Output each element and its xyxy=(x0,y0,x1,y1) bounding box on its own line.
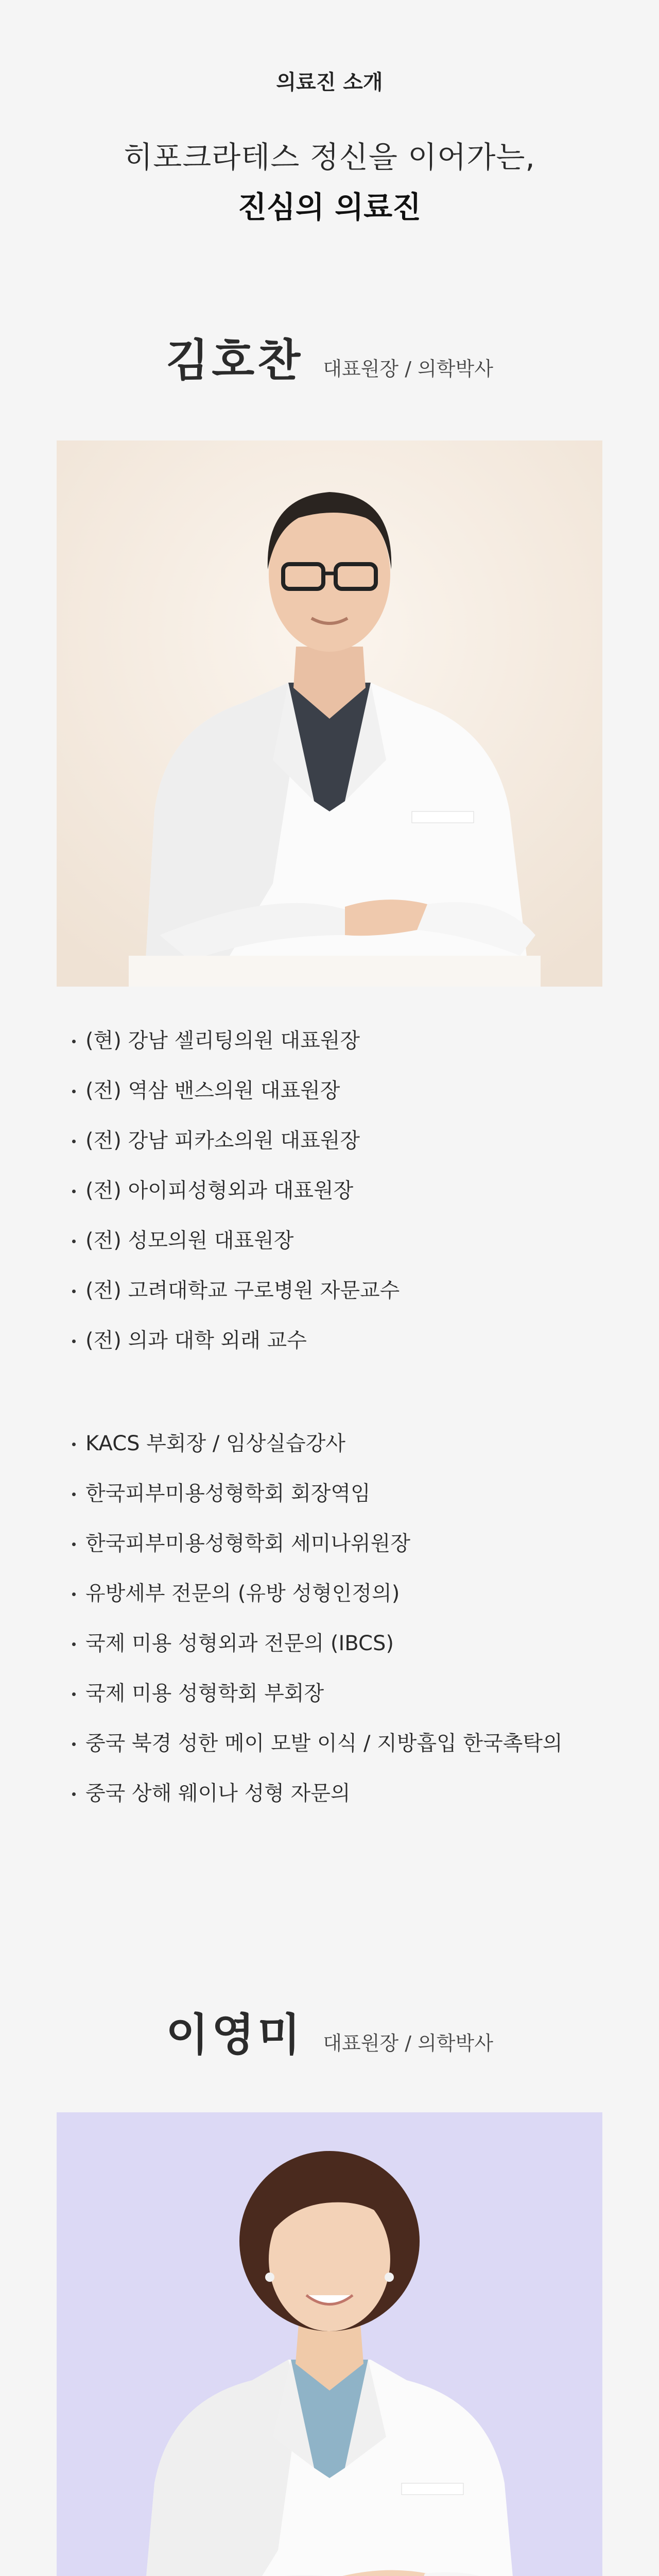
list-item: KACS 부회장 / 임상실습강사 xyxy=(72,1428,613,1478)
list-item: 국제 미용 성형외과 전문의 (IBCS) xyxy=(72,1628,613,1678)
doctor-1-name: 김호찬 xyxy=(166,335,304,386)
doctor-2-name: 이영미 xyxy=(166,2009,304,2061)
doctor-1-activity-list xyxy=(72,1428,613,1828)
doctor-2-photo xyxy=(57,2112,602,2576)
list-item: 국제 미용 성형학회 부회장 xyxy=(72,1678,613,1728)
doctor-1-history-list xyxy=(72,1025,613,1375)
list-item: (전) 아이피성형외과 대표원장 xyxy=(72,1175,613,1225)
list-item: 유방세부 전문의 (유방 성형인정의) xyxy=(72,1578,613,1628)
list-item: 중국 북경 성한 메이 모발 이식 / 지방흡입 한국촉탁의 xyxy=(72,1728,613,1778)
list-item: (전) 의과 대학 외래 교수 xyxy=(72,1325,613,1375)
section-label: 의료진 소개 xyxy=(276,71,383,94)
doctor-1-portrait xyxy=(57,440,602,987)
list-item: (전) 성모의원 대표원장 xyxy=(72,1225,613,1275)
list-item: (전) 역삼 밴스의원 대표원장 xyxy=(72,1075,613,1125)
doctor-2-header xyxy=(0,1999,659,2063)
list-item: 한국피부미용성형학회 회장역임 xyxy=(72,1478,613,1528)
doctor-1-title: 대표원장 / 의학박사 xyxy=(323,358,493,380)
list-item: (전) 고려대학교 구로병원 자문교수 xyxy=(72,1275,613,1325)
doctor-2-title: 대표원장 / 의학박사 xyxy=(323,2032,493,2055)
doctor-1-header xyxy=(0,325,659,388)
doctor-1-photo xyxy=(57,440,602,987)
list-item: (현) 강남 셀리팅의원 대표원장 xyxy=(72,1025,613,1075)
list-item: 한국피부미용성형학회 세미나위원장 xyxy=(72,1528,613,1578)
list-item: 중국 상해 웨이나 성형 자문의 xyxy=(72,1778,613,1828)
doctor-2-portrait xyxy=(57,2112,602,2576)
intro-headline: 히포크라테스 정신을 이어가는, xyxy=(124,140,535,175)
intro-headline-strong: 진심의 의료진 xyxy=(237,190,422,225)
list-item: (전) 강남 피카소의원 대표원장 xyxy=(72,1125,613,1175)
